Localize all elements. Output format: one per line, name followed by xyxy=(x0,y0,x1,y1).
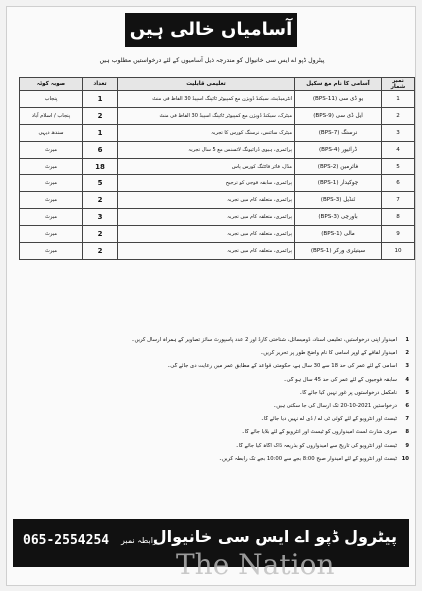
cell-province: پنجاب xyxy=(20,91,83,108)
list-item xyxy=(21,456,409,469)
header-post: آسامی کا نام مع سکیل xyxy=(295,78,382,91)
cell-qualification: پرائمری، سابقہ فوجی کو ترجیح xyxy=(118,175,295,192)
table-row xyxy=(20,243,415,260)
note-number: 5 xyxy=(405,389,409,396)
cell-post: یو ڈی سی (BPS-11) xyxy=(295,91,382,108)
note-text: آسامی کے لئے عمر کی حد 18 سے 30 سال ہے، حکومتی قواعد کے مطابق عمر میں رعایت دی جائے گی۔ xyxy=(167,363,397,370)
cell-count: 3 xyxy=(83,209,118,226)
cell-post: سینیٹری ورکر (BPS-1) xyxy=(295,243,382,260)
note-number: 3 xyxy=(405,363,409,370)
cell-post: نرسنگ (BPS-7) xyxy=(295,124,382,141)
note-number: 8 xyxy=(405,429,409,436)
cell-serial: 3 xyxy=(382,124,415,141)
table-row xyxy=(20,124,415,141)
cell-province: میرٹ xyxy=(20,192,83,209)
advertisement-sheet xyxy=(6,6,416,586)
cell-count: 2 xyxy=(83,192,118,209)
cell-count: 5 xyxy=(83,175,118,192)
contact-label: رابطہ نمبر xyxy=(121,536,157,545)
cell-province: میرٹ xyxy=(20,158,83,175)
table-row xyxy=(20,192,415,209)
cell-post: ایل ڈی سی (BPS-9) xyxy=(295,107,382,124)
header-qualification: تعلیمی قابلیت xyxy=(118,78,295,91)
note-number: 2 xyxy=(405,350,409,357)
instructions-list xyxy=(21,337,409,469)
table-header-row xyxy=(20,78,415,91)
cell-post: باورچی (BPS-3) xyxy=(295,209,382,226)
cell-count: 2 xyxy=(83,243,118,260)
cell-serial: 7 xyxy=(382,192,415,209)
list-item xyxy=(21,337,409,350)
table-row xyxy=(20,158,415,175)
cell-qualification: میٹرک سائنس، نرسنگ کورس کا تجربہ xyxy=(118,124,295,141)
table-row xyxy=(20,209,415,226)
cell-qualification: میٹرک، سیکنڈ ڈویژن مع کمپیوٹر ٹائپنگ اسپیڈ 30 الفاظ فی منٹ xyxy=(118,107,295,124)
note-text: صرف شارٹ لسٹ امیدواروں کو ٹیسٹ اور انٹرویو کے لئے بلایا جائے گا۔ xyxy=(241,429,397,436)
header-count: تعداد xyxy=(83,78,118,91)
note-text: ٹیسٹ اور انٹرویو کی تاریخ سے امیدواروں کو بذریعہ ڈاک آگاہ کیا جائے گا۔ xyxy=(235,442,397,449)
note-text: ٹیسٹ اور انٹرویو کے لئے امیدوار صبح 8:00 بجے سے 10:00 بجے تک رابطہ کریں۔ xyxy=(218,455,397,462)
cell-count: 2 xyxy=(83,107,118,124)
cell-province: پنجاب / اسلام آباد xyxy=(20,107,83,124)
cell-count: 1 xyxy=(83,91,118,108)
cell-count: 18 xyxy=(83,158,118,175)
cell-post: مالی (BPS-1) xyxy=(295,226,382,243)
vacancy-table xyxy=(19,77,415,260)
list-item xyxy=(21,403,409,416)
cell-qualification: پرائمری، ہیوی ڈرائیونگ لائسنس مع 5 سال تجربہ xyxy=(118,141,295,158)
cell-post: فائرمین (BPS-2) xyxy=(295,158,382,175)
cell-serial: 1 xyxy=(382,91,415,108)
cell-serial: 10 xyxy=(382,243,415,260)
cell-qualification: مڈل، فائر فائٹنگ کورس پاس xyxy=(118,158,295,175)
cell-count: 2 xyxy=(83,226,118,243)
cell-post: ٹنڈیل (BPS-3) xyxy=(295,192,382,209)
list-item xyxy=(21,443,409,456)
list-item xyxy=(21,429,409,442)
cell-serial: 4 xyxy=(382,141,415,158)
table-row xyxy=(20,226,415,243)
note-number: 7 xyxy=(405,416,409,423)
note-number: 4 xyxy=(405,376,409,383)
list-item xyxy=(21,377,409,390)
cell-province: میرٹ xyxy=(20,175,83,192)
list-item xyxy=(21,350,409,363)
cell-count: 1 xyxy=(83,124,118,141)
cell-count: 6 xyxy=(83,141,118,158)
cell-serial: 9 xyxy=(382,226,415,243)
note-number: 6 xyxy=(405,402,409,409)
cell-qualification: انٹرمیڈیٹ، سیکنڈ ڈویژن مع کمپیوٹر ٹائپنگ اسپیڈ 30 الفاظ فی منٹ xyxy=(118,91,295,108)
cell-serial: 2 xyxy=(382,107,415,124)
list-item xyxy=(21,390,409,403)
cell-province: میرٹ xyxy=(20,226,83,243)
table-row xyxy=(20,141,415,158)
note-text: ٹیسٹ اور انٹرویو کے لئے کوئی ٹی اے / ڈی اے نہیں دیا جائے گا۔ xyxy=(260,416,397,423)
note-number: 1 xyxy=(405,337,409,343)
note-text: سابقہ فوجیوں کے لئے عمر کی حد 45 سال ہو گی۔ xyxy=(283,376,397,383)
note-text: نامکمل درخواستوں پر غور نہیں کیا جائے گا۔ xyxy=(299,389,397,396)
header-province: صوبہ کوٹہ xyxy=(20,78,83,91)
cell-qualification: پرائمری، متعلقہ کام میں تجربہ xyxy=(118,226,295,243)
intro-text: پیٹرول ڈپو اے ایس سی خانیوال کو مندرجہ ذیل آسامیوں کے لئے درخواستیں مطلوب ہیں xyxy=(99,57,325,64)
cell-qualification: پرائمری، متعلقہ کام میں تجربہ xyxy=(118,243,295,260)
list-item xyxy=(21,416,409,429)
cell-serial: 6 xyxy=(382,175,415,192)
cell-qualification: پرائمری، متعلقہ کام میں تجربہ xyxy=(118,209,295,226)
cell-post: ڈرائیور (BPS-4) xyxy=(295,141,382,158)
organization-name: پیٹرول ڈپو اے ایس سی خانیوال xyxy=(152,527,397,546)
note-number: 9 xyxy=(405,442,409,449)
cell-province: سندھ دیہی xyxy=(20,124,83,141)
note-number: 10 xyxy=(401,455,409,462)
cell-province: میرٹ xyxy=(20,209,83,226)
note-text: امیدوار اپنی درخواستیں، تعلیمی اسناد، ڈومیسائل، شناختی کارڈ اور 2 عدد پاسپورٹ سائز تصاویر کے ہمراہ ارسال کریں۔ xyxy=(131,337,397,343)
note-text: درخواستیں 2021-10-20 تک ارسال کی جا سکتی ہیں۔ xyxy=(273,402,397,409)
banner-title: آسامیاں خالی ہیں xyxy=(125,13,297,47)
table-row xyxy=(20,175,415,192)
header-serial: نمبر شمار xyxy=(382,78,415,91)
cell-serial: 5 xyxy=(382,158,415,175)
note-text: امیدوار لفافے کے اوپر آسامی کا نام واضح طور پر تحریر کریں۔ xyxy=(260,350,397,357)
table-row xyxy=(20,107,415,124)
table-row xyxy=(20,91,415,108)
newspaper-watermark: The Nation xyxy=(176,548,335,581)
cell-province: میرٹ xyxy=(20,243,83,260)
list-item xyxy=(21,363,409,376)
cell-post: چوکیدار (BPS-1) xyxy=(295,175,382,192)
cell-serial: 8 xyxy=(382,209,415,226)
cell-province: میرٹ xyxy=(20,141,83,158)
contact-phone: 065-2554254 xyxy=(23,533,110,548)
cell-qualification: پرائمری، متعلقہ کام میں تجربہ xyxy=(118,192,295,209)
